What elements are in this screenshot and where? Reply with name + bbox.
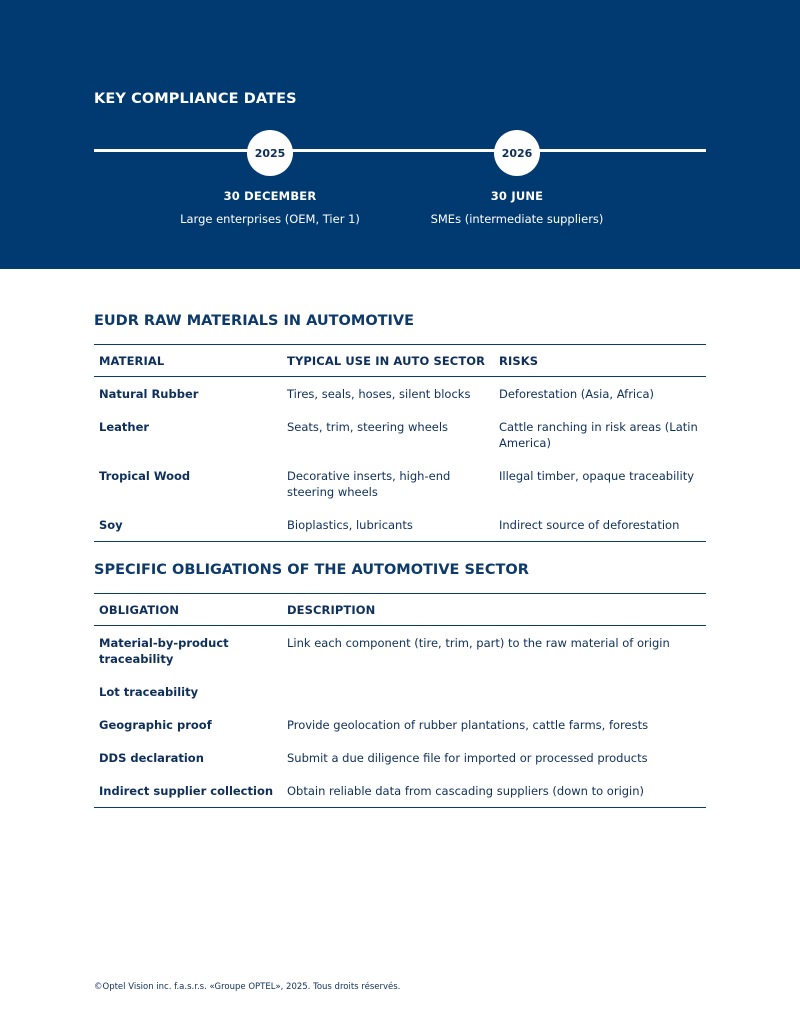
- table-row: [94, 377, 706, 411]
- timeline-year-2026: 2026: [494, 130, 540, 176]
- milestone-description: Large enterprises (OEM, Tier 1): [180, 212, 360, 226]
- obligation-cell: Indirect supplier collection: [94, 774, 282, 808]
- table-header-row: [94, 345, 706, 377]
- description-cell: Link each component (tire, trim, part) to the raw material of origin: [287, 636, 670, 650]
- risk-cell: Indirect source of deforestation: [494, 508, 706, 542]
- description-cell: [282, 675, 706, 708]
- table-header-row: [94, 594, 706, 626]
- milestone-2026: [387, 189, 647, 226]
- compliance-dates-banner: [0, 0, 800, 269]
- table-row: [94, 675, 706, 708]
- material-cell: Natural Rubber: [99, 387, 199, 401]
- obligation-cell: Lot traceability: [99, 685, 199, 699]
- timeline-line: [94, 149, 706, 152]
- materials-section-title: EUDR RAW MATERIALS IN AUTOMOTIVE: [94, 313, 415, 329]
- copyright-footer: ©Optel Vision inc. f.a.s.r.s. «Groupe OPTEL», 2025. Tous droits réservés.: [94, 982, 401, 992]
- table-row: [94, 459, 706, 508]
- column-header-material: MATERIAL: [94, 345, 282, 377]
- material-cell: Leather: [99, 420, 150, 434]
- risk-cell: Cattle ranching in risk areas (Latin America): [499, 420, 698, 450]
- obligation-cell: DDS declaration: [99, 751, 204, 765]
- risk-cell: Deforestation (Asia, Africa): [499, 387, 654, 401]
- obligations-table: [94, 593, 706, 808]
- milestone-date: 30 DECEMBER: [223, 189, 317, 203]
- use-cell: Seats, trim, steering wheels: [287, 420, 449, 434]
- column-header-use: TYPICAL USE IN AUTO SECTOR: [282, 345, 494, 377]
- column-header-obligation: OBLIGATION: [94, 594, 282, 626]
- use-cell: Tires, seals, hoses, silent blocks: [287, 387, 471, 401]
- description-cell: Obtain reliable data from cascading suppliers (down to origin): [282, 774, 706, 808]
- obligations-section-title: SPECIFIC OBLIGATIONS OF THE AUTOMOTIVE SECTOR: [94, 562, 529, 578]
- compliance-dates-title: KEY COMPLIANCE DATES: [94, 91, 297, 107]
- column-header-description: DESCRIPTION: [282, 594, 706, 626]
- description-cell: Provide geolocation of rubber plantations, cattle farms, forests: [287, 718, 649, 732]
- table-row: [94, 708, 706, 741]
- use-cell: Bioplastics, lubricants: [282, 508, 494, 542]
- risk-cell: Illegal timber, opaque traceability: [499, 469, 695, 483]
- milestone-description: SMEs (intermediate suppliers): [430, 212, 604, 226]
- materials-table: [94, 344, 706, 542]
- table-row: [94, 508, 706, 542]
- table-row: [94, 741, 706, 774]
- material-cell: Soy: [94, 508, 282, 542]
- table-row: [94, 774, 706, 808]
- table-row: [94, 626, 706, 676]
- material-cell: Tropical Wood: [99, 469, 191, 483]
- description-cell: Submit a due diligence file for imported or processed products: [287, 751, 648, 765]
- milestone-date: 30 JUNE: [490, 189, 544, 203]
- table-row: [94, 410, 706, 459]
- column-header-risks: RISKS: [494, 345, 706, 377]
- obligation-cell: Geographic proof: [99, 718, 212, 732]
- milestone-2025: [140, 189, 400, 226]
- timeline-year-2025: 2025: [247, 130, 293, 176]
- obligation-cell: Material-by-product traceability: [99, 636, 229, 666]
- use-cell: Decorative inserts, high-end steering wheels: [287, 469, 451, 499]
